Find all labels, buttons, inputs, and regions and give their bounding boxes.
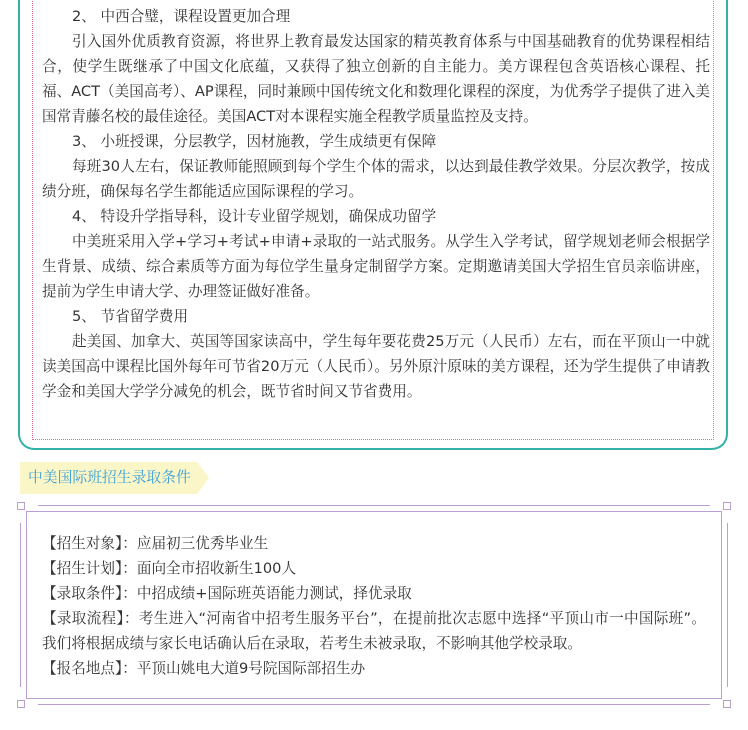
admission-conditions: 【录取条件】：中招成绩+国际班英语能力测试，择优录取 <box>42 585 412 602</box>
frame-corner-top-left <box>17 502 25 510</box>
admission-target: 【招生对象】：应届初三优秀毕业生 <box>42 535 269 552</box>
frame-corner-bottom-right <box>723 700 731 708</box>
advantage-text-2: 引入国外优质教育资源，将世界上教育最发达国家的精英教育体系与中国基础教育的优势课程相结合，使学生既继承了中国文化底蕴，又获得了独立创新的自主能力。美方课程包含英语核心课程、托福、ACT（美国高考）、AP课程，同时兼顾中国传统文化和数理化课程的深度，为优秀学子提供了进入美国常青藤名校的最佳途径。美国ACT对本课程实施全程教学质量监控及支持。 <box>42 33 710 125</box>
advantage-heading-3: 3、 小班授课，分层教学，因材施教，学生成绩更有保障 <box>72 133 437 150</box>
admission-process: 【录取流程】：考生进入“河南省中招考生服务平台”，在提前批次志愿中选择“平顶山市一中国际班”。我们将根据成绩与家长电话确认后在录取，若考生未被录取，不影响其他学校录取。 <box>42 610 706 652</box>
advantage-heading-5: 5、 节省留学费用 <box>72 308 189 325</box>
advantage-text-5: 赴美国、加拿大、英国等国家读高中，学生每年要花费25万元（人民币）左右，而在平顶山一中就读美国高中课程比国外每年可节省20万元（人民币）。另外原汁原味的美方课程，还为学生提供了申请教学金和美国大学学分减免的机会，既节省时间又节省费用。 <box>42 333 710 400</box>
admission-location: 【报名地点】：平顶山姚电大道9号院国际部招生办 <box>42 660 366 677</box>
frame-bottom-line <box>38 704 710 705</box>
frame-top-line <box>38 505 710 506</box>
advantage-text-3: 每班30人左右，保证教师能照顾到每个学生个体的需求，以达到最佳教学效果。分层次教学，按成绩分班，确保每名学生都能适应国际课程的学习。 <box>42 158 710 200</box>
admission-text <box>42 531 706 681</box>
advantage-heading-2: 2、 中西合璧，课程设置更加合理 <box>72 8 291 25</box>
frame-right-line <box>727 523 728 687</box>
frame-corner-top-right <box>723 502 731 510</box>
section-tag <box>20 462 209 494</box>
advantage-text-4: 中美班采用入学+学习+考试+申请+录取的一站式服务。从学生入学考试，留学规划老师会根据学生背景、成绩、综合素质等方面为每位学生量身定制留学方案。定期邀请美国大学招生官员亲临讲座，提前为学生申请大学、办理签证做好准备。 <box>42 233 710 300</box>
section-tag-label: 中美国际班招生录取条件 <box>20 462 197 494</box>
frame-corner-bottom-left <box>17 700 25 708</box>
advantages-text <box>42 4 710 404</box>
section-tag-arrow <box>197 462 209 494</box>
advantage-heading-4: 4、 特设升学指导科，设计专业留学规划，确保成功留学 <box>72 208 437 225</box>
admission-plan: 【招生计划】：面向全市招收新生100人 <box>42 560 297 577</box>
frame-left-line <box>20 523 21 687</box>
